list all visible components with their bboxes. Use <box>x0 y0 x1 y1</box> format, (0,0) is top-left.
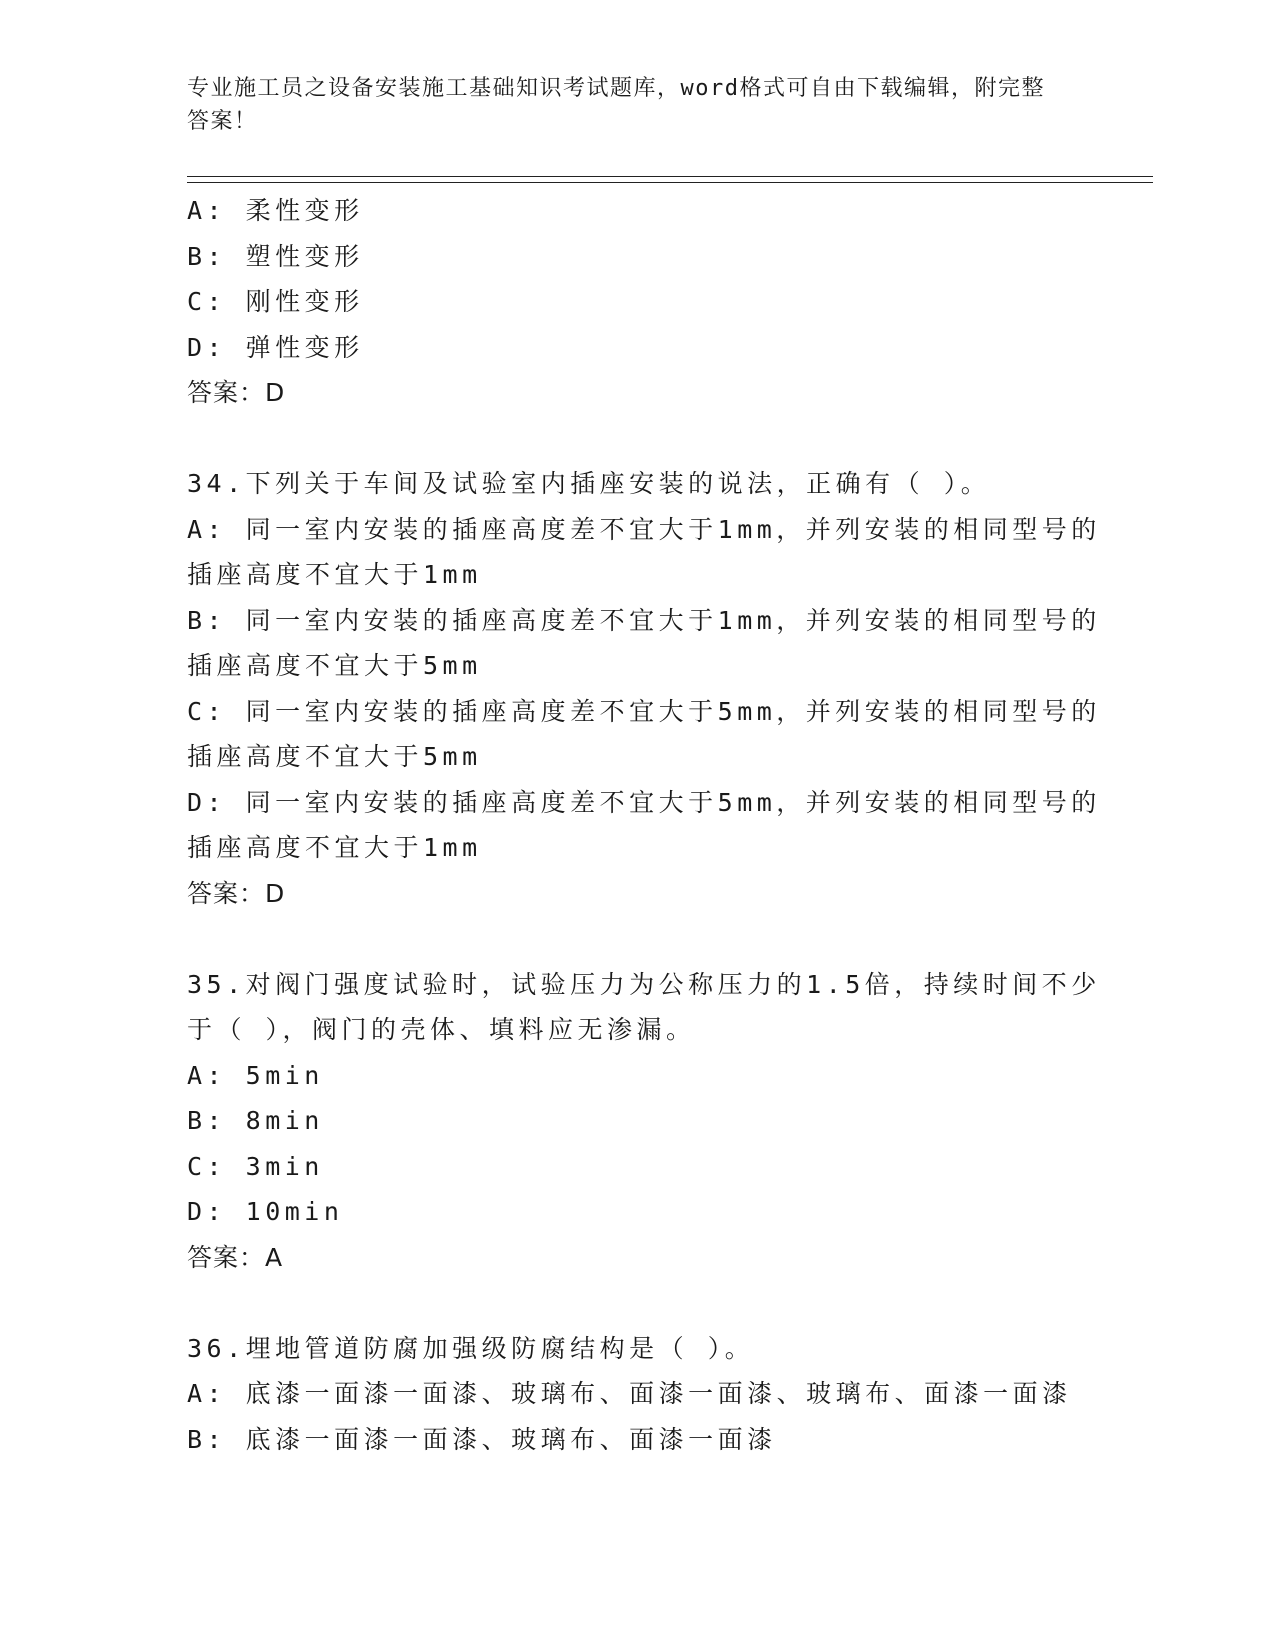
option-a-continued: 插座高度不宜大于1mm <box>187 560 482 589</box>
option-d-continued: 插座高度不宜大于1mm <box>187 833 482 862</box>
document-header <box>187 72 1067 138</box>
spacer <box>187 1280 1087 1326</box>
question-36 <box>187 1326 1087 1463</box>
option-a: A: 同一室内安装的插座高度差不宜大于1mm，并列安装的相同型号的 <box>187 514 1101 544</box>
question-text: 35.对阀门强度试验时，试验压力为公称压力的1.5倍，持续时间不少 <box>187 969 1101 999</box>
option-c: C: 3min <box>187 1151 324 1181</box>
answer: 答案：D <box>187 878 286 908</box>
option-b: B: 塑性变形 <box>187 241 364 271</box>
option-d: D: 同一室内安装的插座高度差不宜大于5mm，并列安装的相同型号的 <box>187 787 1101 817</box>
option-d: D: 弹性变形 <box>187 332 364 362</box>
option-c: C: 同一室内安装的插座高度差不宜大于5mm，并列安装的相同型号的 <box>187 696 1101 726</box>
option-b: B: 底漆一面漆一面漆、玻璃布、面漆一面漆 <box>187 1424 777 1454</box>
option-a: A: 5min <box>187 1060 324 1090</box>
option-a: A: 底漆一面漆一面漆、玻璃布、面漆一面漆、玻璃布、面漆一面漆 <box>187 1379 1072 1408</box>
spacer <box>187 416 1087 462</box>
answer: 答案：A <box>187 1242 284 1272</box>
question-35 <box>187 962 1101 1281</box>
option-b: B: 同一室内安装的插座高度差不宜大于1mm，并列安装的相同型号的 <box>187 605 1101 635</box>
question-text: 34.下列关于车间及试验室内插座安装的说法，正确有（ ）。 <box>187 469 991 498</box>
header-title: 专业施工员之设备安装施工基础知识考试题库，word格式可自由下载编辑，附完整答案！ <box>187 76 1045 134</box>
header-rule-bottom <box>187 182 1153 183</box>
option-c: C: 刚性变形 <box>187 287 364 316</box>
option-a: A: 柔性变形 <box>187 196 364 225</box>
option-b: B: 8min <box>187 1106 324 1135</box>
answer: 答案：D <box>187 378 286 407</box>
question-34 <box>187 461 1101 916</box>
option-c-continued: 插座高度不宜大于5mm <box>187 742 482 771</box>
question-text: 36.埋地管道防腐加强级防腐结构是（ ）。 <box>187 1333 755 1363</box>
question-33-continued <box>187 188 1087 416</box>
header-rule-top <box>187 176 1153 177</box>
spacer <box>187 916 1087 962</box>
question-list <box>187 188 1101 1462</box>
option-b-continued: 插座高度不宜大于5mm <box>187 651 482 680</box>
question-text-continued: 于（ ），阀门的壳体、填料应无渗漏。 <box>187 1015 696 1044</box>
option-d: D: 10min <box>187 1197 344 1226</box>
